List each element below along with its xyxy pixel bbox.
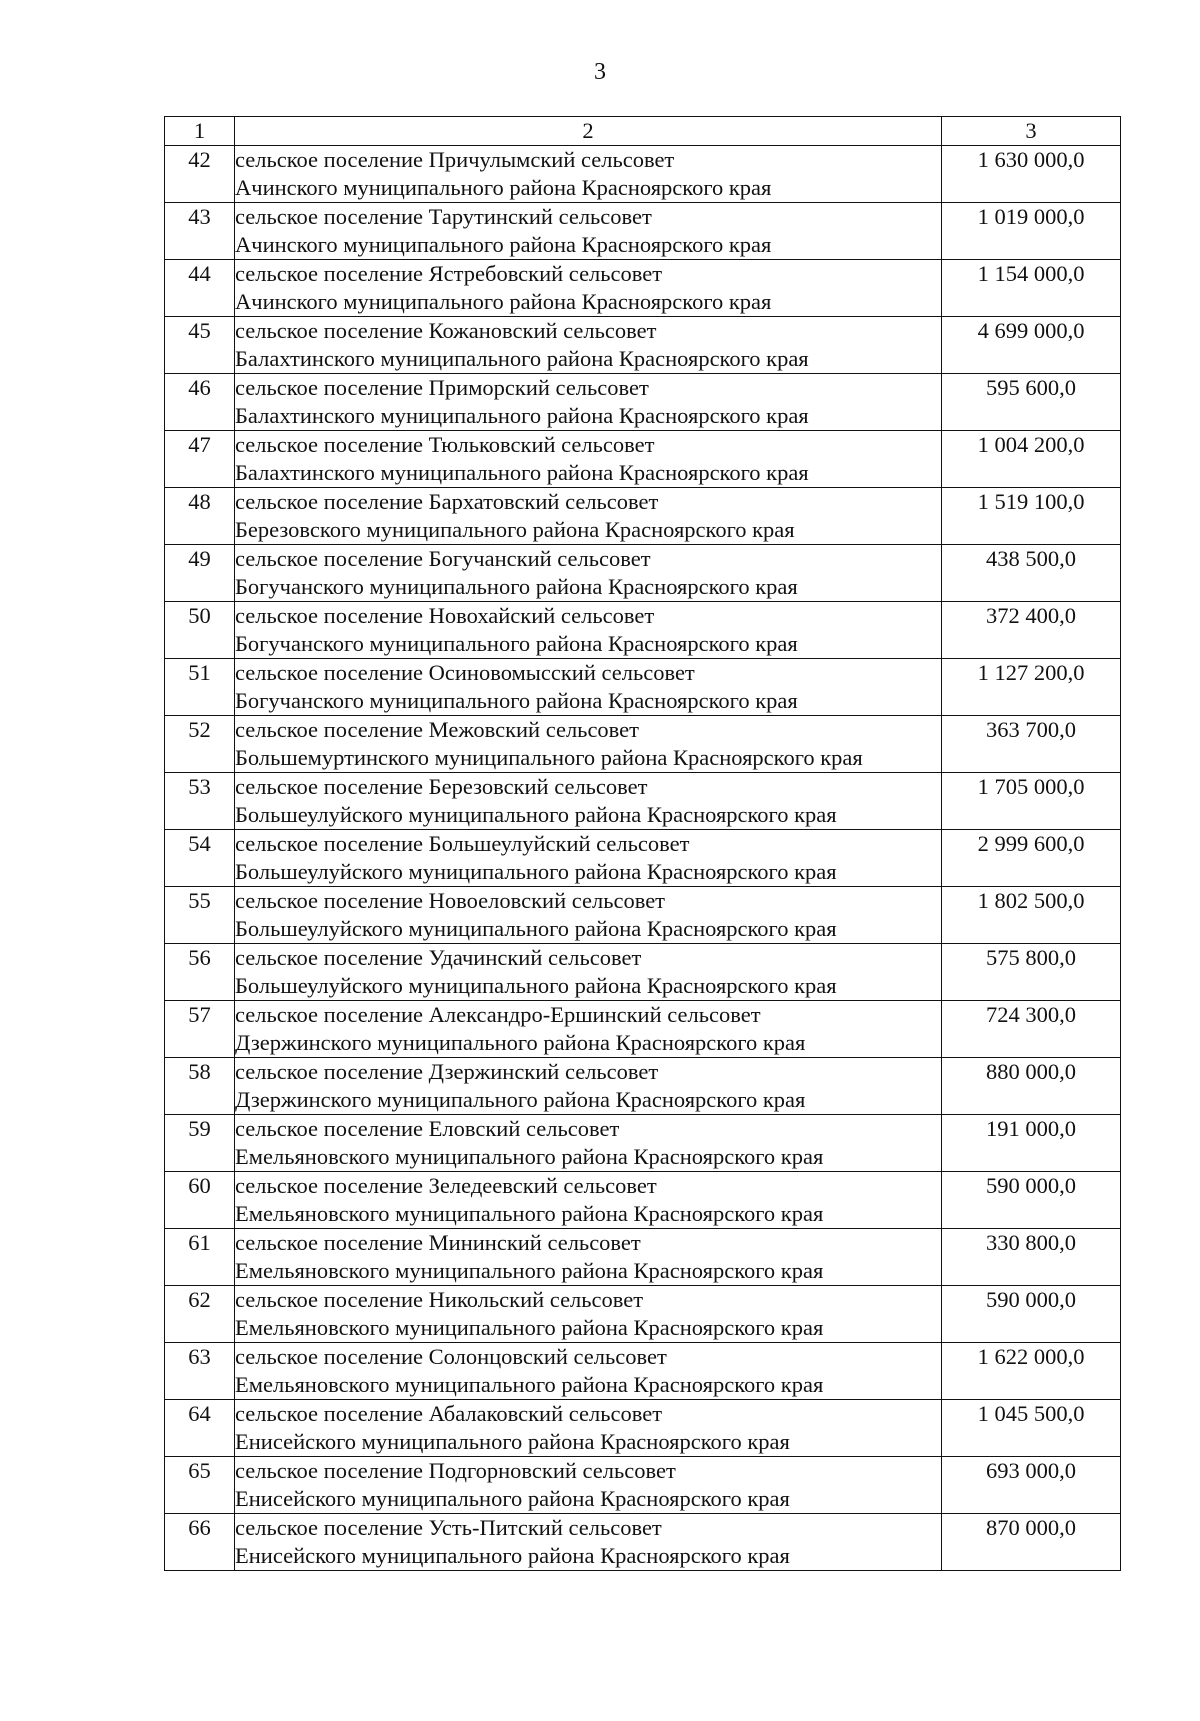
settlement-name-line2: Большемуртинского муниципального района Красноярского края <box>235 745 863 770</box>
header-col-2: 2 <box>235 117 942 146</box>
amount-value: 1 004 200,0 <box>942 431 1121 488</box>
amount-value: 1 630 000,0 <box>942 146 1121 203</box>
table-row <box>165 773 1121 830</box>
amount-value: 2 999 600,0 <box>942 830 1121 887</box>
row-number: 52 <box>165 716 235 773</box>
settlement-name-line2: Дзержинского муниципального района Красноярского края <box>235 1087 806 1112</box>
settlement-name-line1: сельское поселение Удачинский сельсовет <box>235 945 642 970</box>
settlement-name-line2: Ачинского муниципального района Красноярского края <box>235 175 772 200</box>
row-number: 66 <box>165 1514 235 1571</box>
table-body <box>165 146 1121 1571</box>
settlement-name-line1: сельское поселение Новоеловский сельсовет <box>235 888 666 913</box>
settlement-name <box>235 1514 942 1571</box>
amount-value: 438 500,0 <box>942 545 1121 602</box>
settlement-name-line2: Балахтинского муниципального района Красноярского края <box>235 346 809 371</box>
row-number: 47 <box>165 431 235 488</box>
row-number: 54 <box>165 830 235 887</box>
settlement-name-line1: сельское поселение Осиновомысский сельсовет <box>235 660 695 685</box>
row-number: 59 <box>165 1115 235 1172</box>
amount-value: 590 000,0 <box>942 1172 1121 1229</box>
page-number: 3 <box>594 59 606 85</box>
settlement-name-line1: сельское поселение Солонцовский сельсовет <box>235 1344 667 1369</box>
settlement-name <box>235 773 942 830</box>
settlement-name-line2: Енисейского муниципального района Красноярского края <box>235 1486 790 1511</box>
row-number: 56 <box>165 944 235 1001</box>
row-number: 60 <box>165 1172 235 1229</box>
amount-value: 4 699 000,0 <box>942 317 1121 374</box>
settlement-name <box>235 317 942 374</box>
amount-value: 575 800,0 <box>942 944 1121 1001</box>
settlement-name <box>235 602 942 659</box>
table-row <box>165 1514 1121 1571</box>
row-number: 51 <box>165 659 235 716</box>
settlement-name <box>235 830 942 887</box>
settlement-name-line1: сельское поселение Большеулуйский сельсовет <box>235 831 690 856</box>
settlement-name <box>235 488 942 545</box>
table-row <box>165 1457 1121 1514</box>
settlement-name-line1: сельское поселение Бархатовский сельсовет <box>235 489 659 514</box>
table-row <box>165 146 1121 203</box>
amount-value: 372 400,0 <box>942 602 1121 659</box>
settlement-name <box>235 203 942 260</box>
settlement-name <box>235 887 942 944</box>
table-row <box>165 203 1121 260</box>
settlement-name-line2: Емельяновского муниципального района Красноярского края <box>235 1372 824 1397</box>
table-row <box>165 887 1121 944</box>
settlement-name-line1: сельское поселение Еловский сельсовет <box>235 1116 620 1141</box>
settlement-name <box>235 1058 942 1115</box>
row-number: 57 <box>165 1001 235 1058</box>
settlement-name-line2: Большеулуйского муниципального района Красноярского края <box>235 802 837 827</box>
table-row <box>165 545 1121 602</box>
settlement-name <box>235 1115 942 1172</box>
settlement-name-line2: Емельяновского муниципального района Красноярского края <box>235 1144 824 1169</box>
table-row <box>165 260 1121 317</box>
settlement-name <box>235 716 942 773</box>
table-row <box>165 716 1121 773</box>
settlement-name <box>235 260 942 317</box>
row-number: 64 <box>165 1400 235 1457</box>
settlement-name <box>235 1172 942 1229</box>
table-row <box>165 830 1121 887</box>
amount-value: 1 622 000,0 <box>942 1343 1121 1400</box>
settlement-name-line1: сельское поселение Причулымский сельсовет <box>235 147 675 172</box>
settlement-name-line2: Емельяновского муниципального района Красноярского края <box>235 1315 824 1340</box>
row-number: 49 <box>165 545 235 602</box>
amount-value: 1 802 500,0 <box>942 887 1121 944</box>
table-row <box>165 488 1121 545</box>
settlement-name-line2: Енисейского муниципального района Красноярского края <box>235 1543 790 1568</box>
row-number: 63 <box>165 1343 235 1400</box>
settlement-name <box>235 659 942 716</box>
settlement-name-line1: сельское поселение Новохайский сельсовет <box>235 603 655 628</box>
settlement-name-line1: сельское поселение Тарутинский сельсовет <box>235 204 652 229</box>
table-row <box>165 317 1121 374</box>
settlement-name-line1: сельское поселение Зеледеевский сельсовет <box>235 1173 657 1198</box>
row-number: 55 <box>165 887 235 944</box>
settlement-name <box>235 1457 942 1514</box>
settlement-name-line1: сельское поселение Ястребовский сельсовет <box>235 261 663 286</box>
amount-value: 1 519 100,0 <box>942 488 1121 545</box>
settlement-name <box>235 545 942 602</box>
amount-value: 191 000,0 <box>942 1115 1121 1172</box>
table-row <box>165 659 1121 716</box>
row-number: 53 <box>165 773 235 830</box>
settlement-name <box>235 1229 942 1286</box>
settlement-name-line2: Енисейского муниципального района Красноярского края <box>235 1429 790 1454</box>
settlement-name <box>235 146 942 203</box>
table-row <box>165 602 1121 659</box>
settlement-name-line2: Большеулуйского муниципального района Красноярского края <box>235 916 837 941</box>
amount-value: 724 300,0 <box>942 1001 1121 1058</box>
settlement-name-line2: Березовского муниципального района Красноярского края <box>235 517 795 542</box>
row-number: 65 <box>165 1457 235 1514</box>
amount-value: 1 705 000,0 <box>942 773 1121 830</box>
settlement-name-line2: Емельяновского муниципального района Красноярского края <box>235 1201 824 1226</box>
settlement-name-line1: сельское поселение Мининский сельсовет <box>235 1230 641 1255</box>
settlement-name-line2: Емельяновского муниципального района Красноярского края <box>235 1258 824 1283</box>
table-row <box>165 431 1121 488</box>
row-number: 50 <box>165 602 235 659</box>
settlement-name-line1: сельское поселение Богучанский сельсовет <box>235 546 651 571</box>
header-col-1: 1 <box>165 117 235 146</box>
header-row <box>165 117 1121 146</box>
data-table <box>164 116 1121 1571</box>
settlement-name-line1: сельское поселение Дзержинский сельсовет <box>235 1059 659 1084</box>
row-number: 43 <box>165 203 235 260</box>
row-number: 46 <box>165 374 235 431</box>
table-row <box>165 1400 1121 1457</box>
settlement-name-line2: Дзержинского муниципального района Красноярского края <box>235 1030 806 1055</box>
amount-value: 363 700,0 <box>942 716 1121 773</box>
settlement-name-line1: сельское поселение Александро-Ершинский сельсовет <box>235 1002 761 1027</box>
settlement-name <box>235 1343 942 1400</box>
settlement-name-line2: Большеулуйского муниципального района Красноярского края <box>235 973 837 998</box>
amount-value: 1 154 000,0 <box>942 260 1121 317</box>
table-row <box>165 374 1121 431</box>
settlement-name-line2: Богучанского муниципального района Красноярского края <box>235 631 798 656</box>
settlement-name-line1: сельское поселение Усть-Питский сельсовет <box>235 1515 662 1540</box>
settlement-name <box>235 374 942 431</box>
header-col-3: 3 <box>942 117 1121 146</box>
table-row <box>165 1343 1121 1400</box>
row-number: 62 <box>165 1286 235 1343</box>
settlement-name <box>235 944 942 1001</box>
row-number: 42 <box>165 146 235 203</box>
settlement-name-line2: Ачинского муниципального района Красноярского края <box>235 232 772 257</box>
amount-value: 330 800,0 <box>942 1229 1121 1286</box>
table-header <box>165 117 1121 146</box>
table-row <box>165 1058 1121 1115</box>
row-number: 61 <box>165 1229 235 1286</box>
settlement-name <box>235 1001 942 1058</box>
settlement-name-line1: сельское поселение Березовский сельсовет <box>235 774 648 799</box>
settlement-name-line2: Большеулуйского муниципального района Красноярского края <box>235 859 837 884</box>
settlement-name-line2: Балахтинского муниципального района Красноярского края <box>235 460 809 485</box>
settlement-name <box>235 1286 942 1343</box>
row-number: 44 <box>165 260 235 317</box>
settlement-name-line1: сельское поселение Никольский сельсовет <box>235 1287 644 1312</box>
amount-value: 1 045 500,0 <box>942 1400 1121 1457</box>
settlement-name-line2: Балахтинского муниципального района Красноярского края <box>235 403 809 428</box>
amount-value: 590 000,0 <box>942 1286 1121 1343</box>
table-row <box>165 1172 1121 1229</box>
settlement-name-line1: сельское поселение Подгорновский сельсовет <box>235 1458 676 1483</box>
settlement-name-line2: Богучанского муниципального района Красноярского края <box>235 688 798 713</box>
row-number: 45 <box>165 317 235 374</box>
settlement-name-line2: Богучанского муниципального района Красноярского края <box>235 574 798 599</box>
amount-value: 870 000,0 <box>942 1514 1121 1571</box>
settlement-name-line1: сельское поселение Межовский сельсовет <box>235 717 639 742</box>
settlement-name-line1: сельское поселение Тюльковский сельсовет <box>235 432 655 457</box>
table-row <box>165 1229 1121 1286</box>
settlement-name-line1: сельское поселение Приморский сельсовет <box>235 375 649 400</box>
settlement-name <box>235 1400 942 1457</box>
amount-value: 693 000,0 <box>942 1457 1121 1514</box>
amount-value: 595 600,0 <box>942 374 1121 431</box>
table-row <box>165 1115 1121 1172</box>
settlement-name-line2: Ачинского муниципального района Красноярского края <box>235 289 772 314</box>
table-row <box>165 1286 1121 1343</box>
amount-value: 1 127 200,0 <box>942 659 1121 716</box>
row-number: 48 <box>165 488 235 545</box>
table-row <box>165 1001 1121 1058</box>
amount-value: 1 019 000,0 <box>942 203 1121 260</box>
settlement-name-line1: сельское поселение Абалаковский сельсовет <box>235 1401 663 1426</box>
settlement-name <box>235 431 942 488</box>
row-number: 58 <box>165 1058 235 1115</box>
settlement-name-line1: сельское поселение Кожановский сельсовет <box>235 318 657 343</box>
amount-value: 880 000,0 <box>942 1058 1121 1115</box>
table-row <box>165 944 1121 1001</box>
